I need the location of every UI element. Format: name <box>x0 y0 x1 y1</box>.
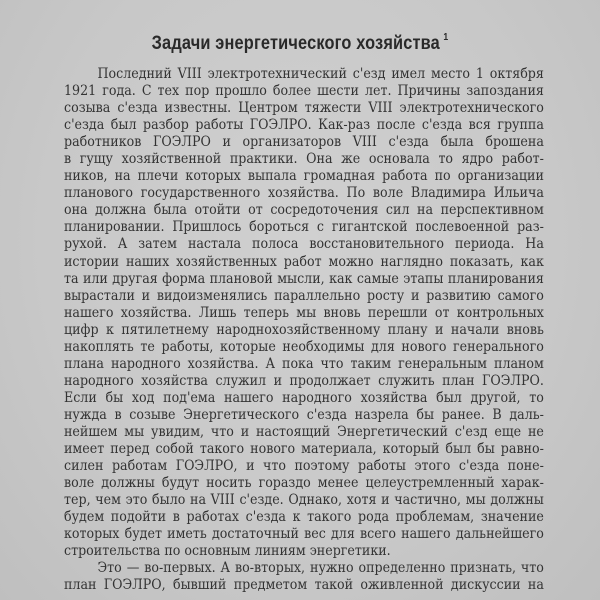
text-line: планировании. Пришлось бороться с гигантской послевоенной раз- <box>64 219 544 236</box>
text-line: силен работам ГОЭЛРО, и что поэтому работы этого с'езда поне- <box>64 458 544 475</box>
text-line: в гущу хозяйственной практики. Она же основала то ядро работ- <box>64 151 544 168</box>
text-line: которых будет иметь достаточный вес для всего нашего дальнейшего <box>64 526 544 543</box>
text-line: вырастали и видоизменялись параллельно росту и развитию самого <box>64 287 544 304</box>
text-line: истории наших хозяйственных работ можно наглядно показать, как <box>64 253 544 270</box>
text-line: Это — во-первых. А во-вторых, нужно определенно признать, что <box>97 560 544 577</box>
text-line: план ГОЭЛРО, бывший предметом такой оживленной дискуссии на <box>64 577 544 594</box>
text-line: работников ГОЭЛРО и организаторов VIII с'езда была брошена <box>64 134 544 151</box>
text-line: созыва с'езда известны. Центром тяжести VIII электротехнического <box>64 100 544 117</box>
text-line: нашего хозяйства. Лишь теперь мы вновь перешли от контрольных <box>64 304 544 321</box>
chapter-title <box>42 32 558 55</box>
text-line: цифр к пятилетнему народнохозяйственному плану и начали вновь <box>64 321 544 338</box>
text-line: плана народного хозяйства. А пока что таким генеральным планом <box>64 355 544 372</box>
text-line: та или другая форма плановой мысли, как самые этапы планирования <box>64 270 544 287</box>
text-line: воле должны будут носить гораздо менее целеустремленный харак- <box>64 475 544 492</box>
text-line: планового государственного хозяйства. По воле Владимира Ильича <box>64 185 544 202</box>
footnote-marker: 1 <box>443 32 449 43</box>
text-line: народного хозяйства служил и продолжает служить план ГОЭЛРО. <box>64 372 544 389</box>
text-line: с'езда был разбор работы ГОЭЛРО. Как-раз после с'езда вся группа <box>64 117 544 134</box>
text-line: имеет перед собой такого нового материала, который был бы равно- <box>64 441 544 458</box>
body-text <box>64 66 544 594</box>
text-line: рухой. А затем настала полоса восстановительного периода. На <box>64 236 544 253</box>
text-line: ников, на плечи которых выпала громадная работа по организации <box>64 168 544 185</box>
text-line: будем подойти в работах с'езда к такого рода проблемам, значение <box>64 509 544 526</box>
text-line: 1921 года. С тех пор прошло более шести лет. Причины запоздания <box>64 83 544 100</box>
text-line: тер, чем это было на VIII с'езде. Однако, хотя и частично, мы должны <box>64 492 544 509</box>
text-line: она должна была отойти от сосредоточения сил на перспективном <box>64 202 544 219</box>
text-line: Если бы ход под'ема нашего народного хозяйства был другой, то <box>64 389 544 406</box>
text-line: нужда в созыве Энергетического с'езда назрела бы ранее. В даль- <box>64 406 544 423</box>
text-line: строительства по основным линиям энергетики. <box>64 543 391 560</box>
text-line: нейшем мы увидим, что и настоящий Энергетический с'езд еще не <box>64 423 544 440</box>
text-line: Последний VIII электротехнический с'езд имел место 1 октября <box>97 66 544 82</box>
chapter-title-text: Задачи энергетического хозяйства <box>151 33 440 54</box>
text-line: накоплять те работы, которые необходимы для нового генерального <box>64 338 544 355</box>
